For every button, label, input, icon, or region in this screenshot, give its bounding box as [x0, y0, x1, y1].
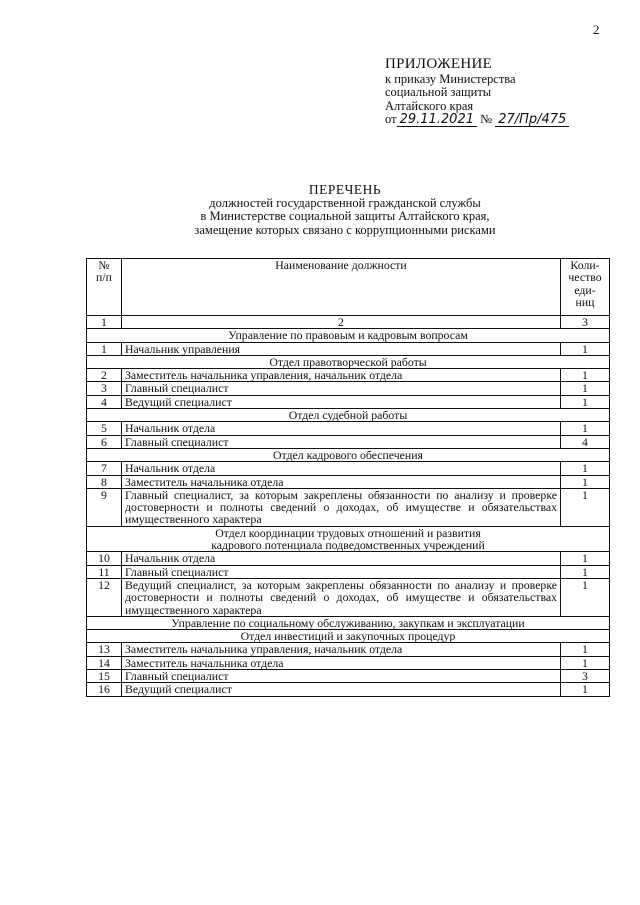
positions-table: [86, 258, 610, 697]
table-row: [87, 565, 610, 578]
annex-line: Алтайского края: [385, 98, 474, 113]
table-row: [87, 488, 610, 526]
position-name: Главный специалист: [122, 435, 561, 448]
page-number: 2: [593, 22, 600, 37]
position-quantity: 1: [561, 422, 610, 435]
position-name: Начальник отдела: [122, 462, 561, 475]
heading-line: замещение которых связано с коррупционными рисками: [194, 222, 496, 237]
table-row: [87, 578, 610, 616]
row-number: 11: [87, 565, 122, 578]
row-number: 12: [87, 578, 122, 616]
row-number: 14: [87, 656, 122, 669]
heading-line: в Министерстве социальной защиты Алтайского края,: [200, 209, 490, 223]
order-date-number-line: [385, 113, 569, 127]
table-row: [87, 670, 610, 683]
position-quantity: 1: [561, 395, 610, 408]
table-row: [87, 552, 610, 565]
table-row: [87, 475, 610, 488]
row-number: 15: [87, 670, 122, 683]
position-quantity: 1: [561, 475, 610, 488]
table-row: [87, 643, 610, 656]
table-row: [87, 656, 610, 669]
position-name: Заместитель начальника отдела: [122, 656, 561, 669]
header-number: № п/п: [87, 259, 122, 316]
table-body: [87, 329, 610, 696]
position-quantity: 1: [561, 382, 610, 395]
position-name: Ведущий специалист, за которым закреплены обязанности по анализу и проверке достоверности и полноты сведений о доходах, об имуществе и обязательствах имущественного характера: [122, 578, 561, 616]
section-row: [87, 355, 610, 368]
position-name: Главный специалист: [122, 670, 561, 683]
annex-line: социальной защиты: [385, 85, 492, 99]
row-number: 16: [87, 683, 122, 696]
position-quantity: 1: [561, 565, 610, 578]
position-quantity: 1: [561, 552, 610, 565]
table-row: [87, 683, 610, 696]
date-prefix: от: [385, 112, 397, 126]
header-quantity: Коли- чество еди- ниц: [561, 259, 610, 316]
annex-title: ПРИЛОЖЕНИЕ: [385, 56, 493, 72]
position-name: Главный специалист: [122, 382, 561, 395]
column-number: 3: [561, 316, 610, 329]
position-quantity: 3: [561, 670, 610, 683]
position-name: Начальник отдела: [122, 552, 561, 565]
position-name: Начальник управления: [122, 342, 561, 355]
section-row: [87, 616, 610, 629]
table-row: [87, 382, 610, 395]
row-number: 4: [87, 395, 122, 408]
position-name: Ведущий специалист: [122, 683, 561, 696]
column-number: 2: [122, 316, 561, 329]
row-number: 6: [87, 435, 122, 448]
position-quantity: 1: [561, 578, 610, 616]
section-row: [87, 329, 610, 342]
position-name: Начальник отдела: [122, 422, 561, 435]
section-title: Отдел кадрового обеспечения: [87, 448, 610, 461]
position-quantity: 1: [561, 488, 610, 526]
section-row: [87, 448, 610, 461]
table-row: [87, 435, 610, 448]
section-row: [87, 526, 610, 552]
table-row: [87, 422, 610, 435]
position-quantity: 1: [561, 656, 610, 669]
position-name: Главный специалист, за которым закреплены обязанности по анализу и проверке достоверности и полноты сведений о доходах, об имуществе и обязательствах имущественного характера: [122, 488, 561, 526]
column-number: 1: [87, 316, 122, 329]
row-number: 10: [87, 552, 122, 565]
position-quantity: 4: [561, 435, 610, 448]
column-numbers-row: [87, 316, 610, 329]
table-row: [87, 462, 610, 475]
section-title: Отдел судебной работы: [87, 409, 610, 422]
number-prefix: №: [480, 112, 493, 126]
position-quantity: 1: [561, 369, 610, 382]
section-row: [87, 630, 610, 643]
position-name: Ведущий специалист: [122, 395, 561, 408]
row-number: 5: [87, 422, 122, 435]
section-title: Управление по правовым и кадровым вопросам: [87, 329, 610, 342]
table-row: [87, 369, 610, 382]
section-row: [87, 409, 610, 422]
position-quantity: 1: [561, 342, 610, 355]
row-number: 3: [87, 382, 122, 395]
position-quantity: 1: [561, 462, 610, 475]
section-title: Отдел правотворческой работы: [87, 355, 610, 368]
handwritten-date: 29.11.2021: [397, 114, 477, 127]
table-row: [87, 395, 610, 408]
section-title: Отдел координации трудовых отношений и развития кадрового потенциала подведомственных учреждений: [87, 526, 610, 552]
row-number: 2: [87, 369, 122, 382]
section-title: Отдел инвестиций и закупочных процедур: [87, 630, 610, 643]
position-name: Главный специалист: [122, 565, 561, 578]
annex-line: к приказу Министерства: [385, 71, 516, 86]
section-title: Управление по социальному обслуживанию, закупкам и эксплуатации: [87, 616, 610, 629]
position-name: Заместитель начальника управления, начальник отдела: [122, 369, 561, 382]
header-position-name: Наименование должности: [122, 259, 561, 316]
row-number: 8: [87, 475, 122, 488]
row-number: 9: [87, 488, 122, 526]
table-header-row: [87, 259, 610, 316]
position-quantity: 1: [561, 683, 610, 696]
annex-block: [385, 58, 569, 127]
position-name: Заместитель начальника отдела: [122, 475, 561, 488]
row-number: 7: [87, 462, 122, 475]
position-name: Заместитель начальника управления, начальник отдела: [122, 643, 561, 656]
row-number: 13: [87, 643, 122, 656]
heading-line: должностей государственной гражданской службы: [209, 195, 481, 210]
position-quantity: 1: [561, 643, 610, 656]
row-number: 1: [87, 342, 122, 355]
document-heading: [110, 183, 580, 237]
handwritten-order-number: 27/Пр/475: [495, 114, 569, 127]
document-title: ПЕРЕЧЕНЬ: [308, 182, 382, 197]
table-row: [87, 342, 610, 355]
